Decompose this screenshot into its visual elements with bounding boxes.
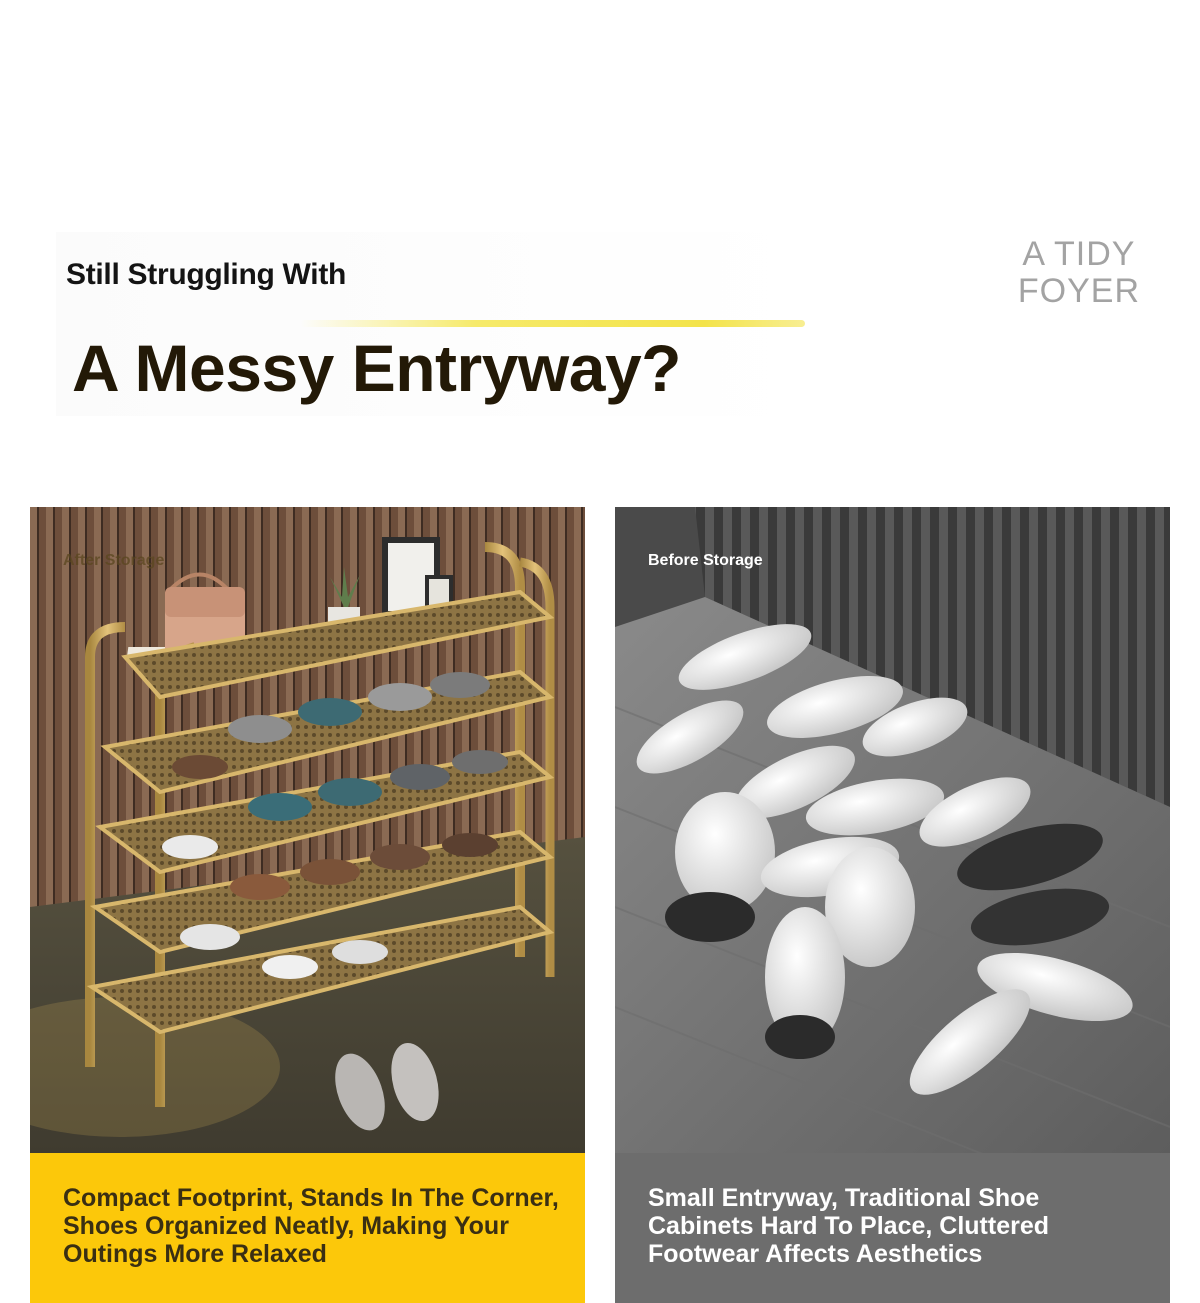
before-storage-panel xyxy=(615,507,1170,1303)
brand-logo xyxy=(1018,236,1140,310)
shoe-rack-illustration xyxy=(30,507,585,1153)
caption-before: Small Entryway, Traditional Shoe Cabinets Hard To Place, Cluttered Footwear Affects Aesthetics xyxy=(615,1153,1170,1303)
before-storage-photo xyxy=(615,507,1170,1153)
photo-label-after: After Storage xyxy=(63,552,165,569)
highlight-stroke xyxy=(300,320,805,327)
after-storage-photo xyxy=(30,507,585,1153)
photo-label-before: Before Storage xyxy=(648,552,763,569)
brand-line-2: FOYER xyxy=(1017,272,1140,310)
header-kicker: Still Struggling With xyxy=(66,258,347,291)
header-headline: A Messy Entryway? xyxy=(72,331,681,405)
caption-after: Compact Footprint, Stands In The Corner, Shoes Organized Neatly, Making Your Outings More Relaxed xyxy=(30,1153,585,1303)
after-storage-panel xyxy=(30,507,585,1303)
scattered-shoes-illustration xyxy=(615,507,1170,1153)
brand-line-1: A TIDY xyxy=(1022,235,1136,273)
